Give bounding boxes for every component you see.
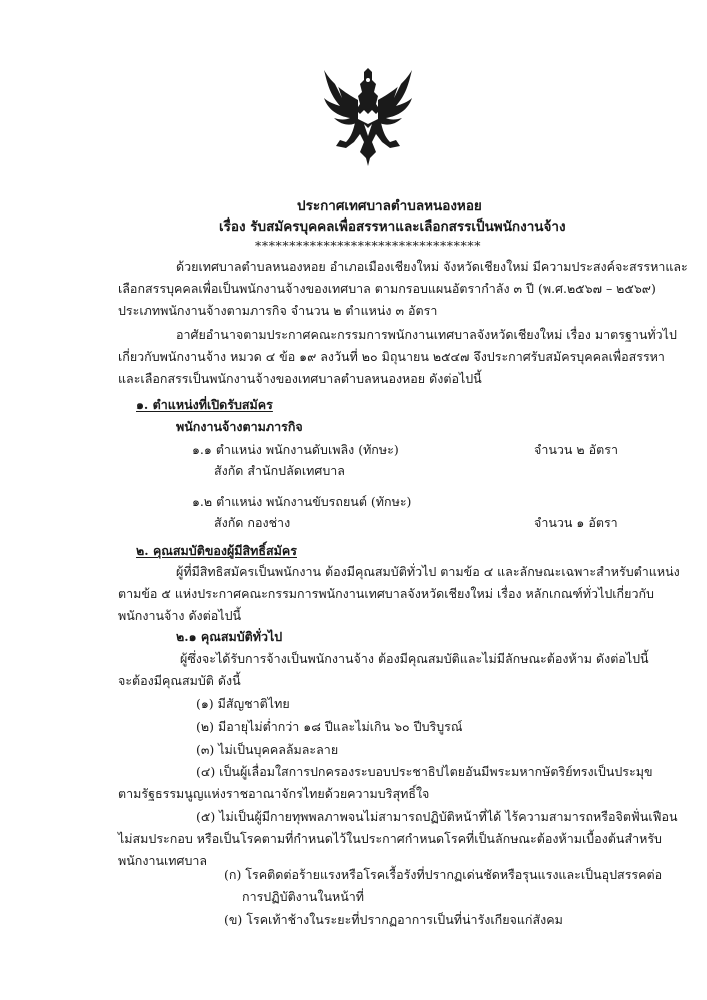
intro-p2-line-2: เกี่ยวกับพนักงานจ้าง หมวด ๔ ข้อ ๑๙ ลงวันที่ ๒๐ มิถุนายน ๒๕๔๗ จึงประกาศรับสมัครบุคคลเพื่อสรรหา [118,349,665,364]
intro-paragraph-1 [118,256,688,322]
position-1-unit: สังกัด สำนักปลัดเทศบาล [214,463,345,478]
section-2-intro-line-3: พนักงานจ้าง ดังต่อไปนี้ [118,608,242,623]
position-1-count: จำนวน ๒ อัตรา [534,442,618,457]
disease-item-ka [224,864,662,908]
disease-item-ka-line-1: (ก) โรคติดต่อร้ายแรงหรือโรคเรื้อรังที่ปรากฏเด่นชัดหรือรุนแรงและเป็นอุปสรรคต่อ [224,867,663,882]
qualification-item-4-line-2: ตามรัฐธรรมนูญแห่งราชอาณาจักรไทยด้วยความบริสุทธิ์ใจ [118,786,430,801]
position-2-unit: สังกัด กองช่าง [214,515,291,530]
qualification-item-5-line-2: ไม่สมประกอบ หรือเป็นโรคตามที่กำหนดไว้ในประกาศกำหนดโรคที่เป็นลักษณะต้องห้ามเบื้องต้นสำหรับ [118,831,662,846]
qualification-item-4 [118,761,653,805]
intro-p2-line-1: อาศัยอำนาจตามประกาศคณะกรรมการพนักงานเทศบาลจังหวัดเชียงใหม่ เรื่อง มาตรฐานทั่วไป [176,327,677,342]
section-2-1-intro [118,648,649,692]
section-2-intro [118,561,680,627]
section-2-heading: ๒. คุณสมบัติของผู้มีสิทธิ์สมัคร [136,543,297,558]
qualification-item-4-line-1: (๔) เป็นผู้เลื่อมใสการปกครองระบอบประชาธิปไตยอันมีพระมหากษัตริย์ทรงเป็นประมุข [196,764,653,779]
qualification-item-2: (๒) มีอายุไม่ต่ำกว่า ๑๘ ปีและไม่เกิน ๖๐ ปีบริบูรณ์ [196,719,463,734]
section-2-intro-line-1: ผู้ที่มีสิทธิสมัครเป็นพนักงาน ต้องมีคุณสมบัติทั่วไป ตามข้อ ๔ และลักษณะเฉพาะสำหรับตำแหน่ง [176,564,680,579]
intro-p1-line-3: ประเภทพนักงานจ้างตามภารกิจ จำนวน ๒ ตำแหน่ง ๓ อัตรา [118,303,438,318]
announcement-subject: เรื่อง รับสมัครบุคคลเพื่อสรรหาและเลือกสรรเป็นพนักงานจ้าง [219,219,566,235]
separator-line: ********************************* [255,238,482,253]
position-1-title: ๑.๑ ตำแหน่ง พนักงานดับเพลิง (ทักษะ) [192,442,399,457]
intro-paragraph-2 [118,324,677,390]
section-1-subheading: พนักงานจ้างตามภารกิจ [176,419,303,434]
garuda-emblem [320,62,416,174]
qualification-item-3: (๓) ไม่เป็นบุคคลล้มละลาย [196,742,339,757]
section-2-1-intro-line-2: จะต้องมีคุณสมบัติ ดังนี้ [118,673,241,688]
announcement-title: ประกาศเทศบาลตำบลหนองหอย [297,198,482,214]
qualification-item-5 [118,806,678,872]
intro-p2-line-3: และเลือกสรรเป็นพนักงานจ้างของเทศบาลตำบลหนองหอย ดังต่อไปนี้ [118,371,482,386]
disease-item-ka-line-2: การปฏิบัติงานในหน้าที่ [242,889,365,904]
position-2-count: จำนวน ๑ อัตรา [534,515,618,530]
qualification-item-5-line-3: พนักงานเทศบาล [118,853,208,868]
section-1-heading: ๑. ตำแหน่งที่เปิดรับสมัคร [136,397,273,412]
disease-item-kha: (ข) โรคเท้าช้างในระยะที่ปรากฏอาการเป็นที่น่ารังเกียจแก่สังคม [224,912,563,927]
qualification-item-5-line-1: (๕) ไม่เป็นผู้มีกายทุพพลภาพจนไม่สามารถปฏิบัติหน้าที่ได้ ไร้ความสามารถหรือจิตฟั่นเฟือน [196,809,678,824]
intro-p1-line-1: ด้วยเทศบาลตำบลหนองหอย อำเภอเมืองเชียงใหม่ จังหวัดเชียงใหม่ มีความประสงค์จะสรรหาและ [176,259,688,274]
qualification-item-1: (๑) มีสัญชาติไทย [196,696,290,711]
intro-p1-line-2: เลือกสรรบุคคลเพื่อเป็นพนักงานจ้างของเทศบาล ตามกรอบแผนอัตรากำลัง ๓ ปี (พ.ศ.๒๕๖๗ – ๒๕๖๙) [118,281,656,296]
section-2-1-heading: ๒.๑ คุณสมบัติทั่วไป [176,629,283,644]
section-2-1-intro-line-1: ผู้ซึ่งจะได้รับการจ้างเป็นพนักงานจ้าง ต้องมีคุณสมบัติและไม่มีลักษณะต้องห้าม ดังต่อไปนี้ [180,651,649,666]
section-2-intro-line-2: ตามข้อ ๕ แห่งประกาศคณะกรรมการพนักงานเทศบาลจังหวัดเชียงใหม่ เรื่อง หลักเกณฑ์ทั่วไปเกี่ยวกับ [118,586,654,601]
position-2-title: ๑.๒ ตำแหน่ง พนักงานขับรถยนต์ (ทักษะ) [192,494,412,509]
